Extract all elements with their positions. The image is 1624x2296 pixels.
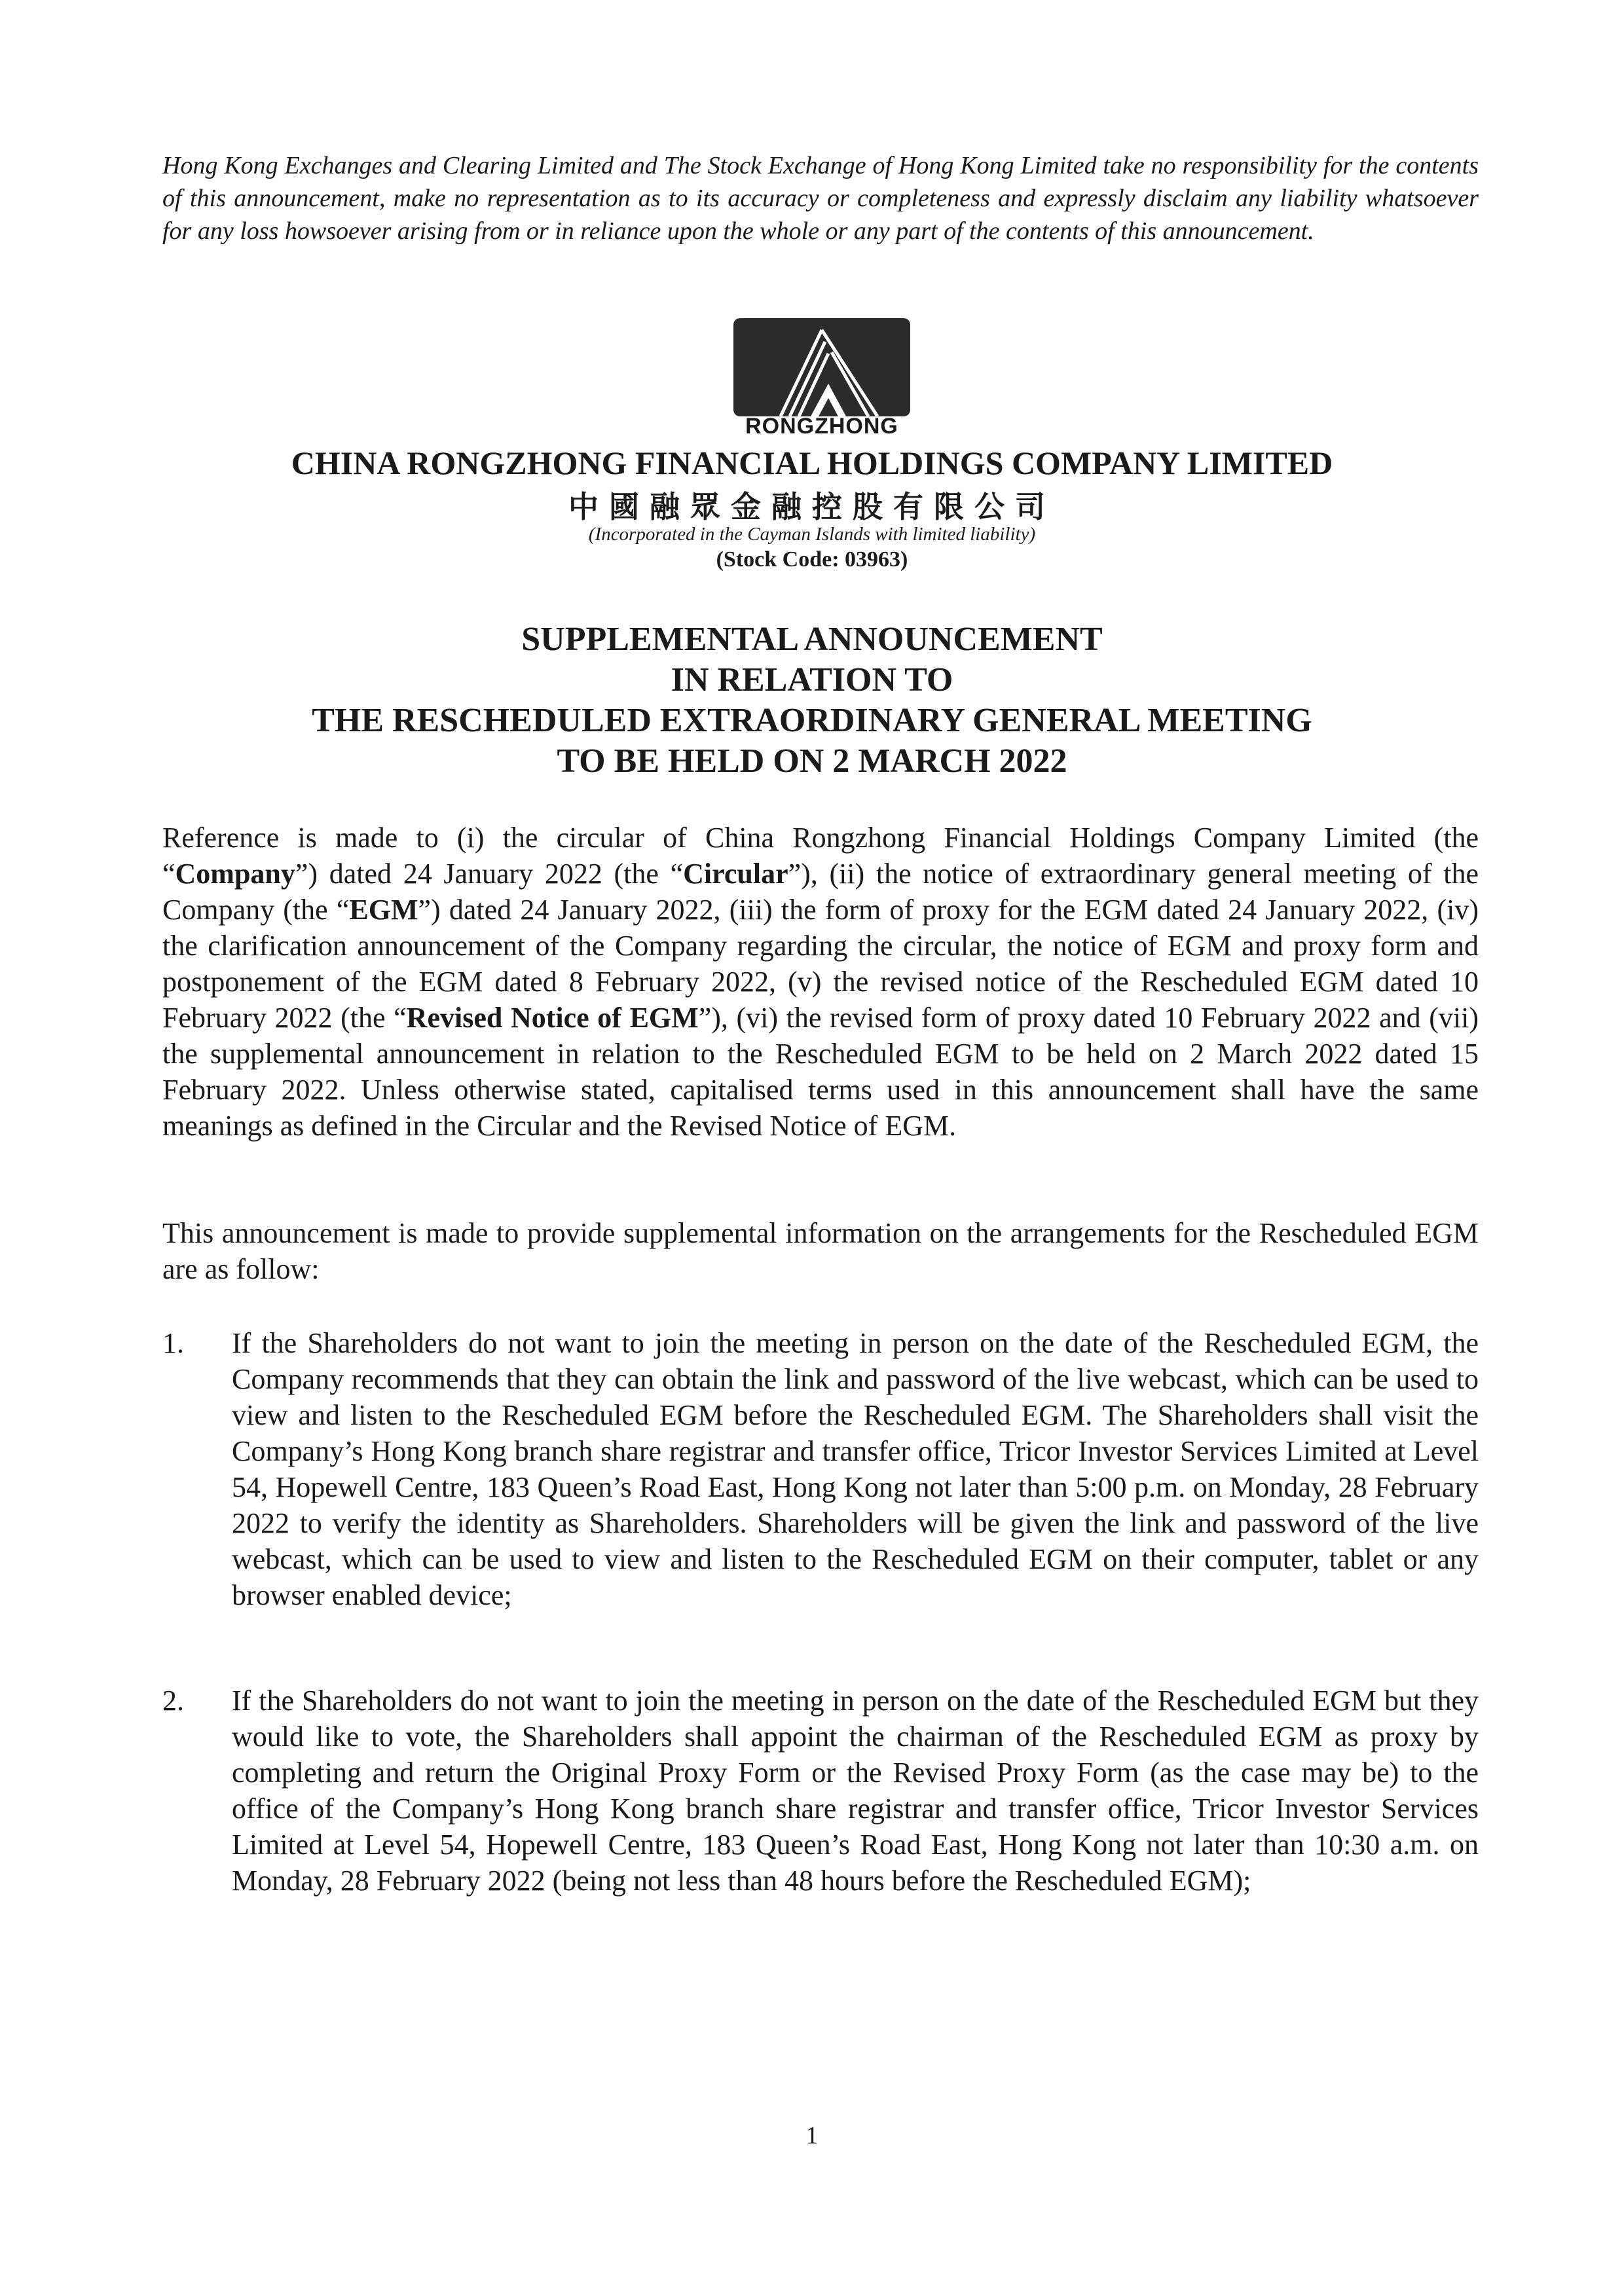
reference-text-1: Reference is made to (i) the circular of China Rongzhong Financial Holdings Company Limited (the “	[162, 822, 1479, 890]
reference-paragraph	[162, 820, 1479, 1144]
logo-wordmark: RONGZHONG	[745, 414, 898, 439]
title-line-4: TO BE HELD ON 2 MARCH 2022	[557, 742, 1067, 780]
defined-term-circular: Circular	[683, 858, 788, 890]
page-number: 1	[805, 2122, 819, 2149]
purpose-paragraph: This announcement is made to provide supplemental information on the arrangements for the Rescheduled EGM are as follow:	[162, 1217, 1479, 1285]
announcement-title	[0, 619, 1624, 782]
reference-text-4: ”) dated 24 January 2022, (iii) the form of proxy for the EGM dated 24 January 2022, (iv) the clarification announcement of the Company regarding the circular, the notice of EGM and proxy form and postponement of the EGM dated 8 February 2022, (v) the revised notice of the Rescheduled EGM dated 10 February 2022 (the “	[162, 894, 1479, 1034]
company-name-chinese: 中國融眾金融控股有限公司	[568, 489, 1056, 524]
list-item-text: If the Shareholders do not want to join the meeting in person on the date of the Rescheduled EGM, the Company recommends that they can obtain the link and password of the live webcast, which can be used to view and listen to the Rescheduled EGM before the Rescheduled EGM. The Shareholders shall visit the Company’s Hong Kong branch share registrar and transfer office, Tricor Investor Services Limited at Level 54, Hopewell Centre, 183 Queen’s Road East, Hong Kong not later than 5:00 p.m. on Monday, 28 February 2022 to verify the identity as Shareholders. Shareholders will be given the link and password of the live webcast, which can be used to view and listen to the Rescheduled EGM on their computer, tablet or any browser enabled device;	[232, 1327, 1479, 1611]
disclaimer-text: Hong Kong Exchanges and Clearing Limited and The Stock Exchange of Hong Kong Limited take no responsibility for the contents of this announcement, make no representation as to its accuracy or completeness and expressly disclaim any liability whatsoever for any loss howsoever arising from or in reliance upon the whole or any part of the contents of this announcement.	[162, 152, 1479, 245]
list-item-number: 1.	[162, 1327, 184, 1359]
stock-code: (Stock Code: 03963)	[716, 547, 908, 572]
reference-text-2: ”) dated 24 January 2022 (the “	[295, 858, 684, 890]
list-item	[162, 1325, 1479, 1613]
incorporation-note: (Incorporated in the Cayman Islands with limited liability)	[588, 524, 1036, 545]
title-line-1: SUPPLEMENTAL ANNOUNCEMENT	[521, 621, 1103, 658]
defined-term-revised-notice: Revised Notice of EGM	[406, 1002, 699, 1034]
title-line-3: THE RESCHEDULED EXTRAORDINARY GENERAL MEETING	[312, 702, 1312, 739]
list-item-number: 2.	[162, 1685, 184, 1717]
title-line-2: IN RELATION TO	[671, 661, 953, 699]
list-item-text: If the Shareholders do not want to join the meeting in person on the date of the Rescheduled EGM but they would like to vote, the Shareholders shall appoint the chairman of the Rescheduled EGM as proxy by completing and return the Original Proxy Form or the Revised Proxy Form (as the case may be) to the office of the Company’s Hong Kong branch share registrar and transfer office, Tricor Investor Services Limited at Level 54, Hopewell Centre, 183 Queen’s Road East, Hong Kong not later than 10:30 a.m. on Monday, 28 February 2022 (being not less than 48 hours before the Rescheduled EGM);	[232, 1685, 1479, 1897]
list-item	[162, 1683, 1479, 1899]
company-name-english: CHINA RONGZHONG FINANCIAL HOLDINGS COMPANY LIMITED	[291, 445, 1333, 481]
defined-term-company: Company	[175, 858, 295, 890]
reference-text-5: ”), (vi) the revised form of proxy dated 10 February 2022 and (vii) the supplemental announcement in relation to the Rescheduled EGM to be held on 2 March 2022 dated 15 February 2022. Unless otherwise stated, capitalised terms used in this announcement shall have the same meanings as defined in the Circular and the Revised Notice of EGM.	[162, 1002, 1479, 1142]
reference-text-3: ”), (ii) the notice of extraordinary general meeting of the Company (the “	[162, 858, 1479, 926]
defined-term-egm: EGM	[349, 894, 418, 926]
